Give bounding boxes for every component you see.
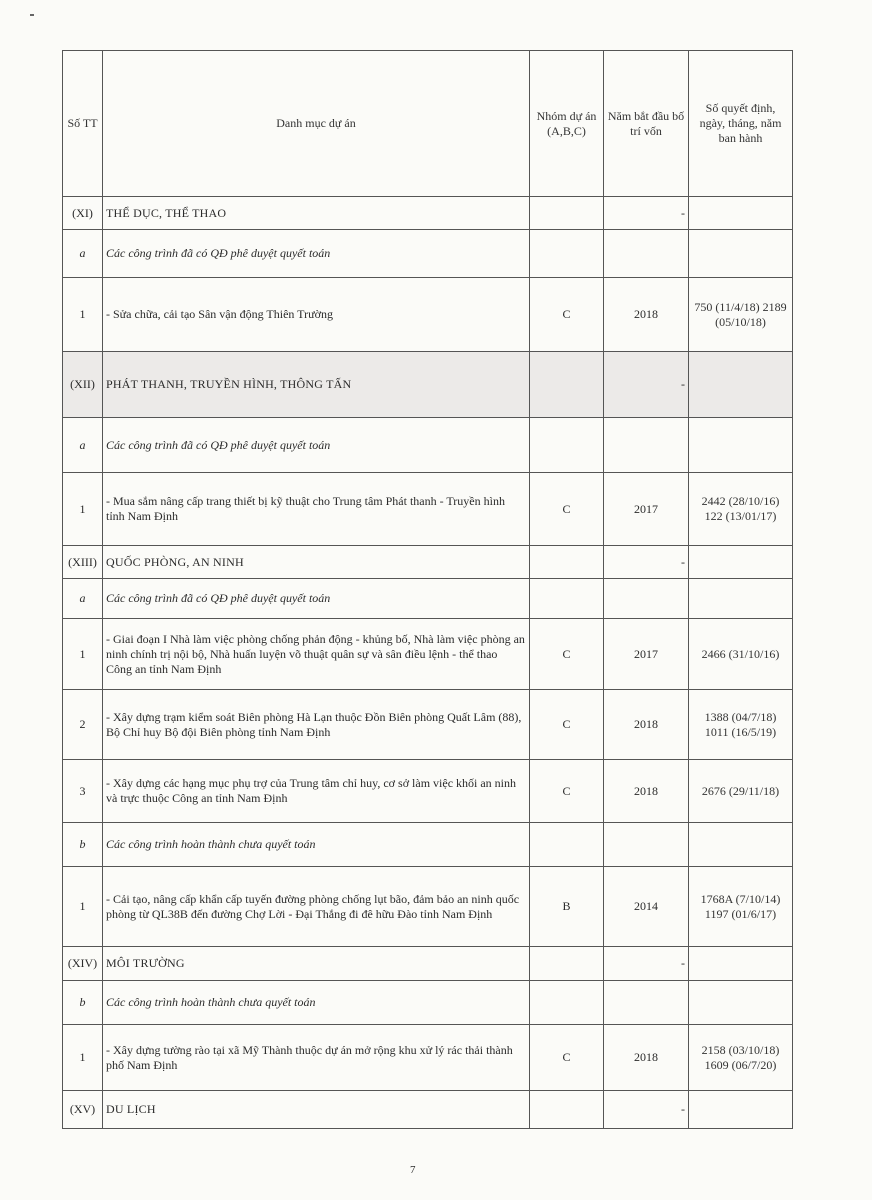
project-group: C: [530, 473, 604, 546]
row-stt: (XIV): [63, 947, 103, 981]
project-decision: 750 (11/4/18) 2189 (05/10/18): [689, 278, 793, 352]
row-stt: 3: [63, 760, 103, 823]
project-name: - Xây dựng trạm kiểm soát Biên phòng Hà Lạn thuộc Đồn Biên phòng Quất Lâm (88), Bộ Chỉ huy Bộ đội Biên phòng tỉnh Nam Định: [103, 690, 530, 760]
section-title: THỂ DỤC, THỂ THAO: [103, 197, 530, 230]
header-stt: Số TT: [63, 51, 103, 197]
project-name: - Sửa chữa, cải tạo Sân vận động Thiên Trường: [103, 278, 530, 352]
project-row: [63, 619, 793, 690]
row-dash: -: [604, 1091, 689, 1129]
project-group: C: [530, 1025, 604, 1091]
section-row: [63, 197, 793, 230]
project-decision: 1388 (04/7/18) 1011 (16/5/19): [689, 690, 793, 760]
row-stt: a: [63, 230, 103, 278]
row-dash: -: [604, 546, 689, 579]
project-name: - Xây dựng các hạng mục phụ trợ của Trung tâm chỉ huy, cơ sở làm việc khối an ninh và trực thuộc Công an tỉnh Nam Định: [103, 760, 530, 823]
table-header-row: [63, 51, 793, 197]
section-title: DU LỊCH: [103, 1091, 530, 1129]
project-row: [63, 278, 793, 352]
project-name: - Xây dựng tường rào tại xã Mỹ Thành thuộc dự án mở rộng khu xử lý rác thải thành phố Nam Định: [103, 1025, 530, 1091]
row-stt: a: [63, 579, 103, 619]
project-decision: 1768A (7/10/14) 1197 (01/6/17): [689, 867, 793, 947]
subsection-row: [63, 981, 793, 1025]
project-name: - Giai đoạn I Nhà làm việc phòng chống phản động - khủng bố, Nhà làm việc phòng an ninh chính trị nội bộ, Nhà huấn luyện võ thuật quân sự và sân điều lệnh - thể thao Công an tỉnh Nam Định: [103, 619, 530, 690]
row-stt: b: [63, 823, 103, 867]
subsection-title: Các công trình hoàn thành chưa quyết toán: [103, 823, 530, 867]
section-title: PHÁT THANH, TRUYỀN HÌNH, THÔNG TẤN: [103, 352, 530, 418]
subsection-title: Các công trình đã có QĐ phê duyệt quyết toán: [103, 418, 530, 473]
row-stt: 1: [63, 867, 103, 947]
row-stt: 2: [63, 690, 103, 760]
section-row: [63, 1091, 793, 1129]
header-decision: Số quyết định, ngày, tháng, năm ban hành: [689, 51, 793, 197]
project-decision: 2676 (29/11/18): [689, 760, 793, 823]
project-year: 2018: [604, 1025, 689, 1091]
section-title: MÔI TRƯỜNG: [103, 947, 530, 981]
project-row: [63, 473, 793, 546]
project-decision: 2466 (31/10/16): [689, 619, 793, 690]
project-row: [63, 690, 793, 760]
project-group: C: [530, 760, 604, 823]
header-year: Năm bắt đầu bố trí vốn: [604, 51, 689, 197]
subsection-title: Các công trình đã có QĐ phê duyệt quyết toán: [103, 579, 530, 619]
subsection-row: [63, 579, 793, 619]
page-number: 7: [410, 1164, 416, 1176]
project-decision: 2442 (28/10/16) 122 (13/01/17): [689, 473, 793, 546]
project-year: 2017: [604, 473, 689, 546]
subsection-row: [63, 230, 793, 278]
project-row: [63, 1025, 793, 1091]
subsection-row: [63, 418, 793, 473]
section-title: QUỐC PHÒNG, AN NINH: [103, 546, 530, 579]
project-row: [63, 867, 793, 947]
project-year: 2018: [604, 690, 689, 760]
row-stt: (XV): [63, 1091, 103, 1129]
row-stt: 1: [63, 473, 103, 546]
row-dash: -: [604, 352, 689, 418]
subsection-row: [63, 823, 793, 867]
section-row: [63, 947, 793, 981]
project-year: 2018: [604, 760, 689, 823]
project-table: [62, 50, 793, 1129]
header-name: Danh mục dự án: [103, 51, 530, 197]
row-stt: (XI): [63, 197, 103, 230]
header-group: Nhóm dự án (A,B,C): [530, 51, 604, 197]
scan-speck: [30, 14, 34, 16]
project-name: - Cải tạo, nâng cấp khẩn cấp tuyến đường phòng chống lụt bão, đảm bảo an ninh quốc phòng từ QL38B đến đường Chợ Lời - Đại Thắng đi đê hữu Đào tỉnh Nam Định: [103, 867, 530, 947]
project-row: [63, 760, 793, 823]
subsection-title: Các công trình đã có QĐ phê duyệt quyết toán: [103, 230, 530, 278]
row-stt: 1: [63, 278, 103, 352]
section-row: [63, 352, 793, 418]
row-stt: b: [63, 981, 103, 1025]
row-stt: (XIII): [63, 546, 103, 579]
row-dash: -: [604, 197, 689, 230]
project-year: 2014: [604, 867, 689, 947]
project-name: - Mua sắm nâng cấp trang thiết bị kỹ thuật cho Trung tâm Phát thanh - Truyền hình tỉnh Nam Định: [103, 473, 530, 546]
project-year: 2017: [604, 619, 689, 690]
subsection-title: Các công trình hoàn thành chưa quyết toán: [103, 981, 530, 1025]
section-row: [63, 546, 793, 579]
project-year: 2018: [604, 278, 689, 352]
row-dash: -: [604, 947, 689, 981]
row-stt: 1: [63, 1025, 103, 1091]
project-group: C: [530, 690, 604, 760]
row-stt: a: [63, 418, 103, 473]
project-group: C: [530, 278, 604, 352]
row-stt: 1: [63, 619, 103, 690]
project-decision: 2158 (03/10/18) 1609 (06/7/20): [689, 1025, 793, 1091]
project-group: B: [530, 867, 604, 947]
project-group: C: [530, 619, 604, 690]
row-stt: (XII): [63, 352, 103, 418]
